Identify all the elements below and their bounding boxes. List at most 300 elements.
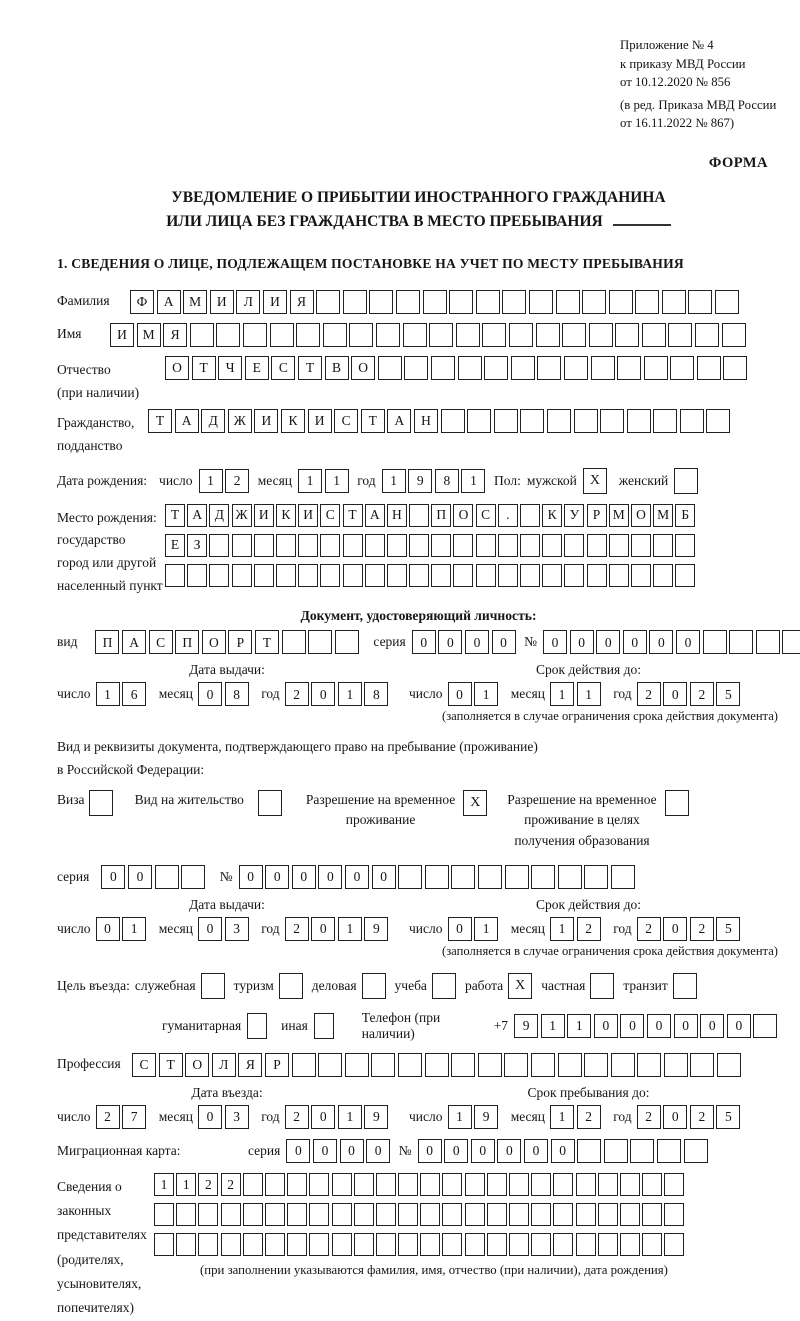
char-cell[interactable] xyxy=(332,1233,352,1256)
char-cell[interactable] xyxy=(398,1173,418,1196)
char-cell[interactable]: Ж xyxy=(232,504,252,527)
char-cell[interactable]: О xyxy=(165,356,189,380)
phone-cells[interactable] xyxy=(514,1014,780,1038)
birthplace-row3[interactable] xyxy=(165,564,698,587)
char-cell[interactable]: Л xyxy=(212,1053,236,1077)
iddoc-issue-month[interactable] xyxy=(198,682,251,706)
char-cell[interactable]: 1 xyxy=(474,682,498,706)
char-cell[interactable] xyxy=(620,1233,640,1256)
char-cell[interactable]: А xyxy=(187,504,207,527)
char-cell[interactable]: П xyxy=(95,630,119,654)
char-cell[interactable] xyxy=(715,290,739,314)
char-cell[interactable]: 0 xyxy=(471,1139,495,1163)
char-cell[interactable] xyxy=(564,534,584,557)
char-cell[interactable] xyxy=(556,290,580,314)
char-cell[interactable] xyxy=(243,323,267,347)
char-cell[interactable]: 1 xyxy=(550,917,574,941)
char-cell[interactable]: 0 xyxy=(596,630,620,654)
residence-permit-checkbox[interactable] xyxy=(258,790,282,816)
char-cell[interactable] xyxy=(642,1173,662,1196)
char-cell[interactable]: Т xyxy=(159,1053,183,1077)
char-cell[interactable]: 9 xyxy=(514,1014,538,1038)
char-cell[interactable]: 0 xyxy=(674,1014,698,1038)
char-cell[interactable] xyxy=(531,865,555,889)
doc-kind-cells[interactable] xyxy=(95,630,361,654)
char-cell[interactable] xyxy=(309,1173,329,1196)
char-cell[interactable]: 1 xyxy=(122,917,146,941)
char-cell[interactable] xyxy=(611,1053,635,1077)
char-cell[interactable]: 1 xyxy=(176,1173,196,1196)
char-cell[interactable] xyxy=(287,1233,307,1256)
char-cell[interactable]: 2 xyxy=(637,917,661,941)
char-cell[interactable] xyxy=(181,865,205,889)
char-cell[interactable] xyxy=(354,1233,374,1256)
char-cell[interactable] xyxy=(505,865,529,889)
entry-year[interactable] xyxy=(285,1105,391,1129)
char-cell[interactable]: 0 xyxy=(620,1014,644,1038)
char-cell[interactable]: 0 xyxy=(340,1139,364,1163)
char-cell[interactable] xyxy=(376,1233,396,1256)
purpose-humanitarian-checkbox[interactable] xyxy=(247,1013,267,1039)
char-cell[interactable] xyxy=(644,356,668,380)
char-cell[interactable]: 0 xyxy=(313,1139,337,1163)
purpose-official-checkbox[interactable] xyxy=(201,973,225,999)
char-cell[interactable]: 0 xyxy=(663,917,687,941)
char-cell[interactable]: 2 xyxy=(225,469,249,493)
permit-issue-day[interactable] xyxy=(96,917,149,941)
char-cell[interactable] xyxy=(155,865,179,889)
char-cell[interactable]: 0 xyxy=(318,865,342,889)
char-cell[interactable] xyxy=(511,356,535,380)
char-cell[interactable]: 1 xyxy=(461,469,485,493)
char-cell[interactable] xyxy=(642,1233,662,1256)
char-cell[interactable] xyxy=(309,1233,329,1256)
char-cell[interactable] xyxy=(598,1173,618,1196)
char-cell[interactable] xyxy=(664,1173,684,1196)
char-cell[interactable]: 6 xyxy=(122,682,146,706)
char-cell[interactable]: 1 xyxy=(567,1014,591,1038)
char-cell[interactable] xyxy=(553,1203,573,1226)
char-cell[interactable] xyxy=(298,534,318,557)
char-cell[interactable] xyxy=(487,1203,507,1226)
char-cell[interactable]: К xyxy=(276,504,296,527)
char-cell[interactable] xyxy=(476,290,500,314)
char-cell[interactable] xyxy=(756,630,780,654)
char-cell[interactable] xyxy=(717,1053,741,1077)
char-cell[interactable] xyxy=(232,564,252,587)
char-cell[interactable]: В xyxy=(325,356,349,380)
char-cell[interactable] xyxy=(451,1053,475,1077)
char-cell[interactable]: 0 xyxy=(311,917,335,941)
char-cell[interactable] xyxy=(398,865,422,889)
char-cell[interactable] xyxy=(637,1053,661,1077)
char-cell[interactable] xyxy=(729,630,753,654)
char-cell[interactable] xyxy=(221,1203,241,1226)
char-cell[interactable]: 2 xyxy=(285,682,309,706)
birth-day-cells[interactable] xyxy=(199,469,252,493)
char-cell[interactable]: С xyxy=(476,504,496,527)
char-cell[interactable]: 1 xyxy=(298,469,322,493)
char-cell[interactable] xyxy=(423,290,447,314)
char-cell[interactable]: О xyxy=(453,504,473,527)
char-cell[interactable] xyxy=(609,534,629,557)
char-cell[interactable] xyxy=(420,1203,440,1226)
char-cell[interactable]: Т xyxy=(192,356,216,380)
char-cell[interactable] xyxy=(398,1203,418,1226)
char-cell[interactable]: 0 xyxy=(663,682,687,706)
char-cell[interactable] xyxy=(425,1053,449,1077)
char-cell[interactable] xyxy=(198,1233,218,1256)
male-checkbox[interactable]: X xyxy=(583,468,607,494)
char-cell[interactable] xyxy=(287,1203,307,1226)
char-cell[interactable] xyxy=(343,564,363,587)
char-cell[interactable] xyxy=(591,356,615,380)
char-cell[interactable] xyxy=(354,1173,374,1196)
char-cell[interactable] xyxy=(662,290,686,314)
char-cell[interactable] xyxy=(484,356,508,380)
char-cell[interactable] xyxy=(365,534,385,557)
char-cell[interactable]: 1 xyxy=(199,469,223,493)
char-cell[interactable]: 0 xyxy=(239,865,263,889)
purpose-other-checkbox[interactable] xyxy=(314,1013,334,1039)
birthplace-row1[interactable] xyxy=(165,504,698,527)
char-cell[interactable] xyxy=(276,564,296,587)
char-cell[interactable] xyxy=(542,564,562,587)
char-cell[interactable]: . xyxy=(498,504,518,527)
char-cell[interactable] xyxy=(653,534,673,557)
char-cell[interactable]: 0 xyxy=(663,1105,687,1129)
char-cell[interactable]: 0 xyxy=(286,1139,310,1163)
char-cell[interactable] xyxy=(604,1139,628,1163)
char-cell[interactable]: С xyxy=(132,1053,156,1077)
char-cell[interactable] xyxy=(657,1139,681,1163)
char-cell[interactable]: 0 xyxy=(292,865,316,889)
char-cell[interactable] xyxy=(332,1173,352,1196)
char-cell[interactable] xyxy=(254,564,274,587)
char-cell[interactable] xyxy=(706,409,730,433)
char-cell[interactable] xyxy=(154,1233,174,1256)
char-cell[interactable]: Ф xyxy=(130,290,154,314)
char-cell[interactable] xyxy=(254,534,274,557)
char-cell[interactable]: С xyxy=(320,504,340,527)
char-cell[interactable] xyxy=(376,323,400,347)
char-cell[interactable] xyxy=(600,409,624,433)
char-cell[interactable] xyxy=(520,564,540,587)
char-cell[interactable]: 2 xyxy=(221,1173,241,1196)
char-cell[interactable] xyxy=(584,865,608,889)
char-cell[interactable] xyxy=(409,504,429,527)
char-cell[interactable]: С xyxy=(149,630,173,654)
char-cell[interactable] xyxy=(403,323,427,347)
char-cell[interactable] xyxy=(467,409,491,433)
char-cell[interactable]: 0 xyxy=(311,1105,335,1129)
char-cell[interactable] xyxy=(587,564,607,587)
char-cell[interactable] xyxy=(723,356,747,380)
char-cell[interactable]: 2 xyxy=(690,682,714,706)
char-cell[interactable]: 1 xyxy=(474,917,498,941)
char-cell[interactable] xyxy=(425,865,449,889)
char-cell[interactable]: 1 xyxy=(338,682,362,706)
char-cell[interactable]: 0 xyxy=(101,865,125,889)
char-cell[interactable]: 7 xyxy=(122,1105,146,1129)
char-cell[interactable] xyxy=(542,534,562,557)
char-cell[interactable] xyxy=(642,323,666,347)
char-cell[interactable]: Ч xyxy=(218,356,242,380)
entry-month[interactable] xyxy=(198,1105,251,1129)
char-cell[interactable] xyxy=(398,1233,418,1256)
char-cell[interactable]: Ж xyxy=(228,409,252,433)
char-cell[interactable]: Т xyxy=(298,356,322,380)
char-cell[interactable] xyxy=(631,534,651,557)
permit-series-cells[interactable] xyxy=(101,865,207,889)
char-cell[interactable] xyxy=(431,534,451,557)
char-cell[interactable] xyxy=(316,290,340,314)
char-cell[interactable] xyxy=(688,290,712,314)
char-cell[interactable] xyxy=(587,534,607,557)
char-cell[interactable] xyxy=(298,564,318,587)
char-cell[interactable] xyxy=(442,1233,462,1256)
char-cell[interactable]: 0 xyxy=(497,1139,521,1163)
char-cell[interactable] xyxy=(487,1173,507,1196)
char-cell[interactable]: О xyxy=(202,630,226,654)
char-cell[interactable] xyxy=(576,1233,596,1256)
name-cells[interactable] xyxy=(110,323,748,347)
char-cell[interactable] xyxy=(722,323,746,347)
char-cell[interactable] xyxy=(584,1053,608,1077)
char-cell[interactable] xyxy=(209,564,229,587)
stay-month[interactable] xyxy=(550,1105,603,1129)
char-cell[interactable]: 3 xyxy=(225,917,249,941)
char-cell[interactable]: 9 xyxy=(364,917,388,941)
char-cell[interactable] xyxy=(680,409,704,433)
temp-residence-checkbox[interactable]: X xyxy=(463,790,487,816)
stay-day[interactable] xyxy=(448,1105,501,1129)
char-cell[interactable] xyxy=(442,1203,462,1226)
char-cell[interactable]: Н xyxy=(387,504,407,527)
char-cell[interactable]: Я xyxy=(238,1053,262,1077)
char-cell[interactable] xyxy=(695,323,719,347)
char-cell[interactable]: А xyxy=(122,630,146,654)
char-cell[interactable]: 9 xyxy=(474,1105,498,1129)
char-cell[interactable]: 5 xyxy=(716,917,740,941)
char-cell[interactable] xyxy=(349,323,373,347)
char-cell[interactable]: Т xyxy=(148,409,172,433)
char-cell[interactable]: И xyxy=(254,504,274,527)
char-cell[interactable]: 0 xyxy=(198,682,222,706)
char-cell[interactable] xyxy=(308,630,332,654)
patronymic-cells[interactable] xyxy=(165,356,750,380)
char-cell[interactable]: С xyxy=(271,356,295,380)
char-cell[interactable]: А xyxy=(365,504,385,527)
char-cell[interactable] xyxy=(558,1053,582,1077)
char-cell[interactable] xyxy=(697,356,721,380)
char-cell[interactable]: И xyxy=(263,290,287,314)
char-cell[interactable] xyxy=(536,323,560,347)
char-cell[interactable]: Б xyxy=(675,504,695,527)
char-cell[interactable]: 1 xyxy=(96,682,120,706)
char-cell[interactable]: 1 xyxy=(550,1105,574,1129)
surname-cells[interactable] xyxy=(130,290,742,314)
char-cell[interactable]: 0 xyxy=(128,865,152,889)
char-cell[interactable]: Т xyxy=(343,504,363,527)
doc-number-cells[interactable] xyxy=(543,630,800,654)
char-cell[interactable]: 0 xyxy=(418,1139,442,1163)
citizenship-cells[interactable] xyxy=(148,409,733,433)
char-cell[interactable] xyxy=(537,356,561,380)
char-cell[interactable]: 2 xyxy=(198,1173,218,1196)
char-cell[interactable]: 0 xyxy=(372,865,396,889)
char-cell[interactable] xyxy=(476,534,496,557)
char-cell[interactable] xyxy=(498,534,518,557)
char-cell[interactable] xyxy=(615,323,639,347)
char-cell[interactable]: 0 xyxy=(198,917,222,941)
char-cell[interactable] xyxy=(458,356,482,380)
char-cell[interactable] xyxy=(154,1203,174,1226)
char-cell[interactable] xyxy=(668,323,692,347)
char-cell[interactable]: 1 xyxy=(577,682,601,706)
char-cell[interactable] xyxy=(617,356,641,380)
female-checkbox[interactable] xyxy=(674,468,698,494)
char-cell[interactable] xyxy=(576,1203,596,1226)
char-cell[interactable] xyxy=(309,1203,329,1226)
char-cell[interactable]: К xyxy=(542,504,562,527)
char-cell[interactable] xyxy=(547,409,571,433)
char-cell[interactable] xyxy=(509,1173,529,1196)
purpose-study-checkbox[interactable] xyxy=(432,973,456,999)
char-cell[interactable] xyxy=(318,1053,342,1077)
char-cell[interactable] xyxy=(265,1173,285,1196)
char-cell[interactable]: 9 xyxy=(364,1105,388,1129)
iddoc-issue-year[interactable] xyxy=(285,682,391,706)
char-cell[interactable] xyxy=(376,1203,396,1226)
char-cell[interactable] xyxy=(478,1053,502,1077)
char-cell[interactable] xyxy=(753,1014,777,1038)
char-cell[interactable]: 1 xyxy=(382,469,406,493)
char-cell[interactable] xyxy=(642,1203,662,1226)
char-cell[interactable]: 2 xyxy=(577,917,601,941)
char-cell[interactable] xyxy=(620,1173,640,1196)
char-cell[interactable] xyxy=(504,1053,528,1077)
char-cell[interactable]: И xyxy=(254,409,278,433)
char-cell[interactable]: О xyxy=(351,356,375,380)
char-cell[interactable] xyxy=(398,1053,422,1077)
char-cell[interactable]: Д xyxy=(209,504,229,527)
char-cell[interactable] xyxy=(420,1173,440,1196)
stay-year[interactable] xyxy=(637,1105,743,1129)
char-cell[interactable]: 0 xyxy=(649,630,673,654)
char-cell[interactable] xyxy=(453,534,473,557)
char-cell[interactable]: Т xyxy=(165,504,185,527)
char-cell[interactable] xyxy=(165,564,185,587)
char-cell[interactable]: 0 xyxy=(412,630,436,654)
char-cell[interactable]: 0 xyxy=(366,1139,390,1163)
char-cell[interactable]: 2 xyxy=(690,1105,714,1129)
char-cell[interactable] xyxy=(176,1233,196,1256)
char-cell[interactable]: М xyxy=(137,323,161,347)
char-cell[interactable] xyxy=(520,409,544,433)
char-cell[interactable] xyxy=(282,630,306,654)
char-cell[interactable] xyxy=(509,1233,529,1256)
legal-row3[interactable] xyxy=(154,1233,754,1256)
char-cell[interactable] xyxy=(276,534,296,557)
purpose-work-checkbox[interactable]: X xyxy=(508,973,532,999)
char-cell[interactable] xyxy=(343,534,363,557)
char-cell[interactable]: Н xyxy=(414,409,438,433)
char-cell[interactable] xyxy=(782,630,800,654)
char-cell[interactable] xyxy=(465,1203,485,1226)
char-cell[interactable] xyxy=(387,534,407,557)
char-cell[interactable] xyxy=(335,630,359,654)
char-cell[interactable]: 8 xyxy=(435,469,459,493)
char-cell[interactable]: 2 xyxy=(96,1105,120,1129)
char-cell[interactable] xyxy=(345,1053,369,1077)
char-cell[interactable] xyxy=(396,290,420,314)
char-cell[interactable] xyxy=(598,1233,618,1256)
char-cell[interactable]: 9 xyxy=(408,469,432,493)
char-cell[interactable]: А xyxy=(157,290,181,314)
iddoc-valid-month[interactable] xyxy=(550,682,603,706)
char-cell[interactable] xyxy=(670,356,694,380)
char-cell[interactable] xyxy=(574,409,598,433)
char-cell[interactable] xyxy=(429,323,453,347)
char-cell[interactable] xyxy=(620,1203,640,1226)
char-cell[interactable] xyxy=(441,409,465,433)
char-cell[interactable]: М xyxy=(609,504,629,527)
purpose-tourism-checkbox[interactable] xyxy=(279,973,303,999)
iddoc-valid-year[interactable] xyxy=(637,682,743,706)
char-cell[interactable]: 0 xyxy=(492,630,516,654)
char-cell[interactable]: Т xyxy=(255,630,279,654)
char-cell[interactable] xyxy=(369,290,393,314)
char-cell[interactable]: 8 xyxy=(364,682,388,706)
char-cell[interactable]: 0 xyxy=(198,1105,222,1129)
char-cell[interactable] xyxy=(265,1233,285,1256)
char-cell[interactable] xyxy=(409,534,429,557)
char-cell[interactable] xyxy=(209,534,229,557)
char-cell[interactable]: 0 xyxy=(265,865,289,889)
char-cell[interactable] xyxy=(216,323,240,347)
char-cell[interactable]: 0 xyxy=(311,682,335,706)
char-cell[interactable]: П xyxy=(431,504,451,527)
permit-issue-month[interactable] xyxy=(198,917,251,941)
char-cell[interactable] xyxy=(323,323,347,347)
char-cell[interactable] xyxy=(664,1203,684,1226)
char-cell[interactable]: И xyxy=(298,504,318,527)
migration-number-cells[interactable] xyxy=(418,1139,711,1163)
char-cell[interactable] xyxy=(564,564,584,587)
char-cell[interactable]: А xyxy=(175,409,199,433)
char-cell[interactable] xyxy=(564,356,588,380)
char-cell[interactable] xyxy=(365,564,385,587)
char-cell[interactable] xyxy=(531,1053,555,1077)
char-cell[interactable] xyxy=(292,1053,316,1077)
char-cell[interactable] xyxy=(431,564,451,587)
char-cell[interactable]: 2 xyxy=(577,1105,601,1129)
char-cell[interactable]: 0 xyxy=(345,865,369,889)
char-cell[interactable] xyxy=(270,323,294,347)
char-cell[interactable] xyxy=(675,564,695,587)
char-cell[interactable]: 0 xyxy=(623,630,647,654)
char-cell[interactable] xyxy=(498,564,518,587)
permit-valid-year[interactable] xyxy=(637,917,743,941)
char-cell[interactable]: 1 xyxy=(338,917,362,941)
char-cell[interactable]: 0 xyxy=(594,1014,618,1038)
char-cell[interactable] xyxy=(487,1233,507,1256)
entry-day[interactable] xyxy=(96,1105,149,1129)
char-cell[interactable] xyxy=(420,1233,440,1256)
char-cell[interactable] xyxy=(577,1139,601,1163)
char-cell[interactable]: 3 xyxy=(225,1105,249,1129)
